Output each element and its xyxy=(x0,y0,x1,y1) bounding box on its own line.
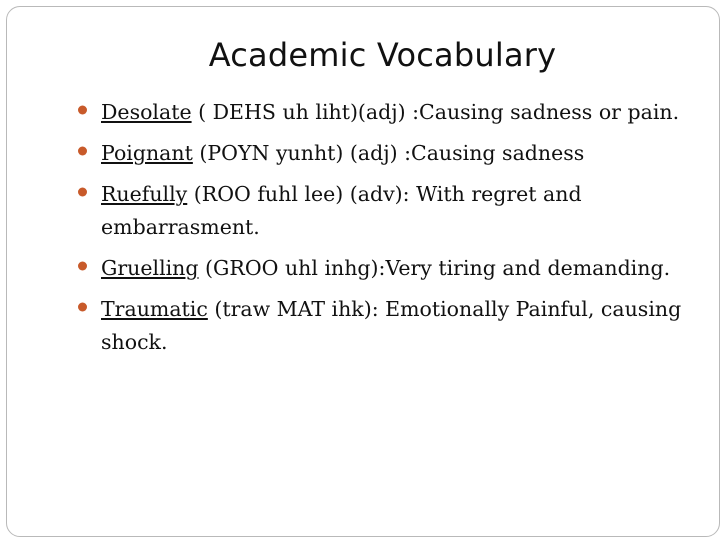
bullet-icon xyxy=(78,147,87,156)
vocabulary-definition: (traw MAT ihk): Emotionally Painful, causing shock. xyxy=(101,297,682,354)
vocabulary-item-poignant xyxy=(78,137,698,170)
vocabulary-term: Gruelling xyxy=(101,256,199,280)
vocabulary-term: Desolate xyxy=(101,100,192,124)
vocabulary-definition: (ROO fuhl lee) (adv): With regret and embarrasment. xyxy=(101,182,582,239)
bullet-icon xyxy=(78,262,87,271)
bullet-icon xyxy=(78,188,87,197)
vocabulary-definition: (POYN yunht) (adj) :Causing sadness xyxy=(192,141,585,165)
vocabulary-item-traumatic xyxy=(78,293,698,359)
vocabulary-item-gruelling xyxy=(78,252,698,285)
slide-title: Academic Vocabulary xyxy=(208,36,557,74)
vocabulary-definition: (GROO uhl inhg):Very tiring and demanding. xyxy=(198,256,671,280)
bullet-icon xyxy=(78,106,87,115)
vocabulary-term: Ruefully xyxy=(101,182,188,206)
vocabulary-definition: ( DEHS uh liht)(adj) :Causing sadness or pain. xyxy=(191,100,680,124)
vocabulary-term: Poignant xyxy=(101,141,193,165)
bullet-icon xyxy=(78,303,87,312)
vocabulary-item-desolate xyxy=(78,96,698,129)
vocabulary-term: Traumatic xyxy=(101,297,208,321)
vocabulary-item-ruefully xyxy=(78,178,698,244)
vocabulary-list xyxy=(78,96,698,367)
